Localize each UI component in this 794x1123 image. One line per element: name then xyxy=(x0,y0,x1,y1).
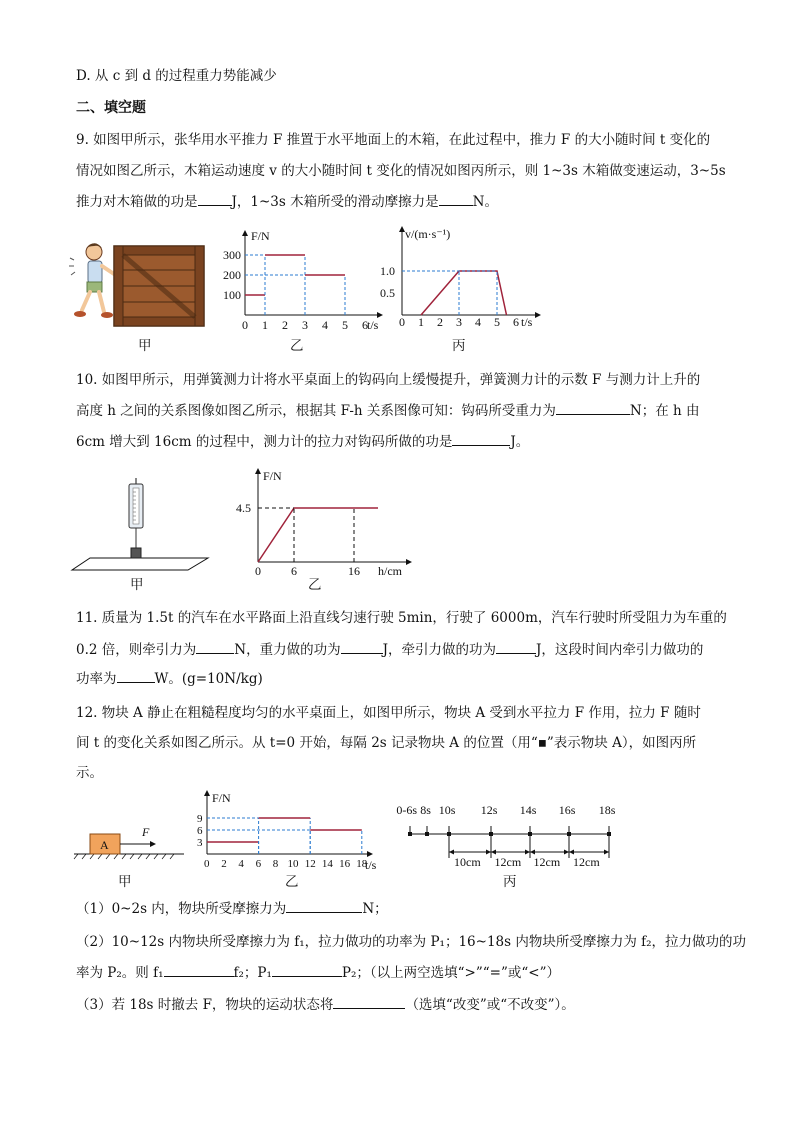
y-tick-label: 6 xyxy=(197,825,203,837)
x-tick-label: 0 xyxy=(399,315,405,329)
q10-line2: 高度 h 之间的关系图像如图乙所示，根据其 F-h 关系图像可知：钩码所受重力为 N；在 h 由 xyxy=(76,400,699,421)
x-tick-label: 16 xyxy=(339,858,351,870)
x-tick-label: 6 xyxy=(362,318,368,332)
answer-blank[interactable] xyxy=(556,400,630,415)
q12-fig-jia-block xyxy=(72,820,187,860)
x-tick-label: 4 xyxy=(238,858,244,870)
y-tick-label: 4.5 xyxy=(236,501,251,515)
block-marker xyxy=(408,832,412,836)
answer-blank[interactable] xyxy=(286,898,362,913)
q11-line1: 11. 质量为 1.5t 的汽车在水平路面上沿直线匀速行驶 5min，行驶了 6000m，汽车行驶时所受阻力为车重的 xyxy=(76,610,727,626)
time-label: 10s xyxy=(438,803,456,817)
q9-fig-label-jia: 甲 xyxy=(138,338,152,354)
x-tick-label: 12 xyxy=(304,858,316,870)
answer-blank[interactable] xyxy=(164,962,234,977)
x-tick-label: 10 xyxy=(287,858,299,870)
time-label: 8s xyxy=(420,803,431,817)
velocity-line xyxy=(421,271,507,315)
q12-fig-bing-timeline xyxy=(385,800,630,870)
q12-chart-force-time xyxy=(195,790,385,870)
answer-blank[interactable] xyxy=(333,994,405,1009)
q9-line3: 推力对木箱做的功是 J，1~3s 木箱所受的滑动摩擦力是 N。 xyxy=(76,191,498,212)
x-tick-label: 16 xyxy=(348,564,360,578)
q12-line2: 间 t 的变化关系如图乙所示。从 t=0 开始，每隔 2s 记录物块 A 的位置（用“▪”表示物块 A），如图丙所 xyxy=(76,735,697,751)
q9-fig-label-yi: 乙 xyxy=(290,338,304,354)
x-tick-label: 4 xyxy=(475,315,481,329)
time-label: 16s xyxy=(558,803,576,817)
answer-blank[interactable] xyxy=(452,431,510,446)
x-axis-label: t/s xyxy=(521,315,533,329)
q9-fig-jia-box-illustration xyxy=(70,240,210,330)
x-tick-label: 3 xyxy=(456,315,462,329)
y-axis-label: F/N xyxy=(263,469,282,483)
arrow-head xyxy=(449,850,454,855)
y-tick-label: 1.0 xyxy=(380,264,395,278)
q12-fig-label-yi: 乙 xyxy=(285,874,299,890)
q10-chart-force-height xyxy=(228,468,418,580)
distance-label: 12cm xyxy=(494,855,522,869)
time-label: 0-6s xyxy=(396,803,418,817)
q12-fig-label-jia: 甲 xyxy=(118,874,132,890)
y-tick-label: 0.5 xyxy=(380,286,395,300)
arrow-head xyxy=(569,850,574,855)
x-tick-label: 14 xyxy=(321,858,333,870)
block-marker xyxy=(528,832,532,836)
q12-line1: 12. 物块 A 静止在粗糙程度均匀的水平桌面上，如图甲所示，物块 A 受到水平拉力 F 作用，拉力 F 随时 xyxy=(76,705,701,721)
q10-line1: 10. 如图甲所示，用弹簧测力计将水平桌面上的钩码向上缓慢提升，弹簧测力计的示数 F 与测力计上升的 xyxy=(76,372,701,388)
x-axis-label: t/s xyxy=(367,318,379,332)
arrow-head xyxy=(604,850,609,855)
x-tick-label: 0 xyxy=(204,858,210,870)
q12-sub3: （3）若 18s 时撤去 F，物块的运动状态将 （选填“改变”或“不改变”）。 xyxy=(76,994,575,1015)
q12-sub1: （1）0~2s 内，物块所受摩擦力为 N； xyxy=(76,898,388,919)
y-tick-label: 9 xyxy=(197,813,203,825)
answer-blank[interactable] xyxy=(117,668,155,683)
q12-sub2-line1: （2）10~12s 内物块所受摩擦力为 f₁，拉力做功的功率为 P₁；16~18s 内物块所受摩擦力为 f₂，拉力做功的功 xyxy=(76,934,747,950)
x-tick-label: 2 xyxy=(437,315,443,329)
q8-option-d: D. 从 c 到 d 的过程重力势能减少 xyxy=(76,68,277,84)
q12-sub2-line2: 率为 P₂。则 f₁ f₂；P₁ P₂；（以上两空选填“>”“=”或“<”） xyxy=(76,962,560,983)
x-tick-label: 0 xyxy=(255,564,261,578)
block-marker xyxy=(425,832,429,836)
arrow-head xyxy=(486,850,491,855)
x-tick-label: 1 xyxy=(262,318,268,332)
block-marker xyxy=(447,832,451,836)
distance-label: 12cm xyxy=(533,855,561,869)
q9-chart-velocity-time xyxy=(375,226,545,331)
x-axis-label: h/cm xyxy=(378,564,402,578)
y-tick-label: 3 xyxy=(197,837,203,849)
x-tick-label: 5 xyxy=(342,318,348,332)
x-tick-label: 2 xyxy=(282,318,288,332)
distance-label: 12cm xyxy=(573,855,600,869)
arrow-head xyxy=(530,850,535,855)
y-tick-label: 300 xyxy=(223,248,241,262)
x-tick-label: 5 xyxy=(494,315,500,329)
answer-blank[interactable] xyxy=(272,962,342,977)
block-marker xyxy=(607,832,611,836)
q9-line1: 9. 如图甲所示，张华用水平推力 F 推置于水平地面上的木箱，在此过程中，推力 F 的大小随时间 t 变化的 xyxy=(76,132,711,148)
q9-fig-label-bing: 丙 xyxy=(452,338,466,354)
x-tick-label: 2 xyxy=(221,858,227,870)
q12-fig-label-bing: 丙 xyxy=(503,874,517,890)
q9-chart-force-time xyxy=(215,228,385,333)
x-tick-label: 6 xyxy=(513,315,519,329)
y-tick-label: 200 xyxy=(223,268,241,282)
x-tick-label: 18 xyxy=(356,858,368,870)
q9-line2: 情况如图乙所示，木箱运动速度 v 的大小随时间 t 变化的情况如图丙所示，则 1~3s 木箱做变速运动，3~5s xyxy=(76,163,726,179)
q11-line3: 功率为 W。(g=10N/kg) xyxy=(76,668,263,689)
arrow-head xyxy=(491,850,496,855)
time-label: 14s xyxy=(519,803,537,817)
answer-blank[interactable] xyxy=(496,639,536,654)
x-tick-label: 6 xyxy=(291,564,297,578)
y-axis-label: F/N xyxy=(212,791,231,805)
time-label: 18s xyxy=(598,803,616,817)
section-title: 二、填空题 xyxy=(76,100,146,116)
q10-fig-label-jia: 甲 xyxy=(130,577,144,593)
q12-line3: 示。 xyxy=(76,765,103,781)
y-axis-label: v/(m·s⁻¹) xyxy=(405,227,451,241)
x-tick-label: 6 xyxy=(255,858,262,870)
y-axis-label: F/N xyxy=(251,229,270,243)
force-line xyxy=(258,508,378,562)
y-tick-label: 100 xyxy=(223,288,241,302)
x-tick-label: 3 xyxy=(302,318,308,332)
block-marker xyxy=(567,832,571,836)
x-tick-label: 0 xyxy=(242,318,248,332)
x-tick-label: 4 xyxy=(322,318,328,332)
answer-blank[interactable] xyxy=(196,639,234,654)
block-marker xyxy=(489,832,493,836)
q11-line2: 0.2 倍，则牵引力为 N，重力做的功为 J，牵引力做的功为 J，这段时间内牵引力做功的 xyxy=(76,639,703,660)
arrow-head xyxy=(525,850,530,855)
block-label: A xyxy=(100,838,109,852)
x-axis-label: t/s xyxy=(365,858,377,872)
answer-blank[interactable] xyxy=(198,191,232,206)
arrow-head xyxy=(564,850,569,855)
q10-line3: 6cm 增大到 16cm 的过程中，测力计的拉力对钩码所做的功是 J。 xyxy=(76,431,529,452)
x-tick-label: 8 xyxy=(272,858,279,870)
x-tick-label: 1 xyxy=(418,315,424,329)
answer-blank[interactable] xyxy=(341,639,383,654)
q10-fig-jia-spring-scale xyxy=(70,478,210,570)
answer-blank[interactable] xyxy=(439,191,473,206)
distance-label: 10cm xyxy=(454,855,481,869)
q10-fig-label-yi: 乙 xyxy=(308,577,322,593)
force-label: F xyxy=(142,825,150,839)
time-label: 12s xyxy=(480,803,498,817)
